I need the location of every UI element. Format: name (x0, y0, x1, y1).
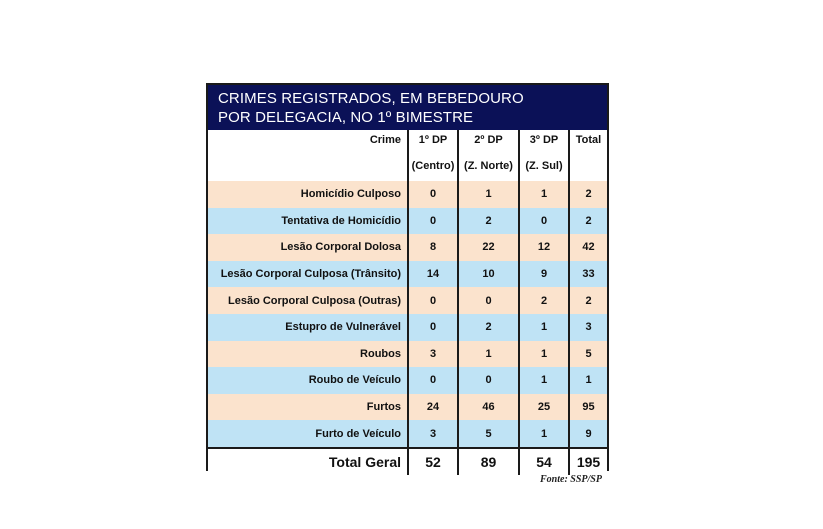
dp3-value: 1 (519, 181, 569, 208)
table-row (208, 341, 607, 368)
header-crime: Crime (208, 130, 408, 181)
total-dp1: 52 (408, 448, 458, 475)
dp1-value: 0 (408, 367, 458, 394)
dp1-value: 3 (408, 341, 458, 368)
total-label: Total Geral (208, 448, 408, 475)
dp2-value: 2 (458, 314, 519, 341)
dp2-value: 2 (458, 208, 519, 235)
total-value: 3 (569, 314, 607, 341)
table-row (208, 261, 607, 288)
dp3-value: 12 (519, 234, 569, 261)
total-dp3: 54 (519, 448, 569, 475)
title-line-1: CRIMES REGISTRADOS, EM BEBEDOURO (218, 90, 524, 107)
total-value: 2 (569, 208, 607, 235)
dp3-value: 1 (519, 341, 569, 368)
crime-label: Tentativa de Homicídio (208, 208, 408, 235)
table-row (208, 394, 607, 421)
dp3-value: 25 (519, 394, 569, 421)
crime-label: Lesão Corporal Culposa (Outras) (208, 287, 408, 314)
crime-table (208, 130, 607, 475)
crime-label: Furtos (208, 394, 408, 421)
total-grand: 195 (569, 448, 607, 475)
dp2-value: 22 (458, 234, 519, 261)
total-value: 5 (569, 341, 607, 368)
total-value: 9 (569, 420, 607, 448)
total-value: 33 (569, 261, 607, 288)
table-row (208, 181, 607, 208)
table-header-row (208, 130, 607, 181)
dp1-value: 14 (408, 261, 458, 288)
dp1-value: 0 (408, 181, 458, 208)
dp3-value: 9 (519, 261, 569, 288)
dp2-value: 10 (458, 261, 519, 288)
dp1-value: 0 (408, 208, 458, 235)
table-row (208, 314, 607, 341)
dp1-value: 24 (408, 394, 458, 421)
dp2-value: 5 (458, 420, 519, 448)
dp2-value: 0 (458, 287, 519, 314)
total-value: 2 (569, 287, 607, 314)
crime-label: Estupro de Vulnerável (208, 314, 408, 341)
crime-label: Lesão Corporal Dolosa (208, 234, 408, 261)
crime-label: Furto de Veículo (208, 420, 408, 448)
dp3-value: 1 (519, 367, 569, 394)
dp3-value: 2 (519, 287, 569, 314)
crime-label: Roubo de Veículo (208, 367, 408, 394)
table-row (208, 234, 607, 261)
crime-label: Roubos (208, 341, 408, 368)
crime-label: Homicídio Culposo (208, 181, 408, 208)
table-title (208, 85, 607, 130)
source-credit: Fonte: SSP/SP (540, 474, 602, 485)
dp3-value: 0 (519, 208, 569, 235)
table-row (208, 367, 607, 394)
header-dp1: 1º DP (Centro) (408, 130, 458, 181)
dp1-value: 8 (408, 234, 458, 261)
total-value: 2 (569, 181, 607, 208)
dp1-value: 0 (408, 287, 458, 314)
header-dp2: 2º DP (Z. Norte) (458, 130, 519, 181)
dp2-value: 1 (458, 181, 519, 208)
dp2-value: 46 (458, 394, 519, 421)
crime-label: Lesão Corporal Culposa (Trânsito) (208, 261, 408, 288)
table-row (208, 208, 607, 235)
dp1-value: 0 (408, 314, 458, 341)
table-row (208, 420, 607, 448)
dp2-value: 0 (458, 367, 519, 394)
dp3-value: 1 (519, 314, 569, 341)
header-total: Total (569, 130, 607, 181)
dp2-value: 1 (458, 341, 519, 368)
title-line-2: POR DELEGACIA, NO 1º BIMESTRE (218, 109, 474, 126)
total-value: 42 (569, 234, 607, 261)
dp1-value: 3 (408, 420, 458, 448)
crime-table-frame (206, 83, 609, 471)
dp3-value: 1 (519, 420, 569, 448)
total-value: 1 (569, 367, 607, 394)
total-dp2: 89 (458, 448, 519, 475)
table-row (208, 287, 607, 314)
header-dp3: 3º DP (Z. Sul) (519, 130, 569, 181)
total-value: 95 (569, 394, 607, 421)
total-row (208, 448, 607, 475)
